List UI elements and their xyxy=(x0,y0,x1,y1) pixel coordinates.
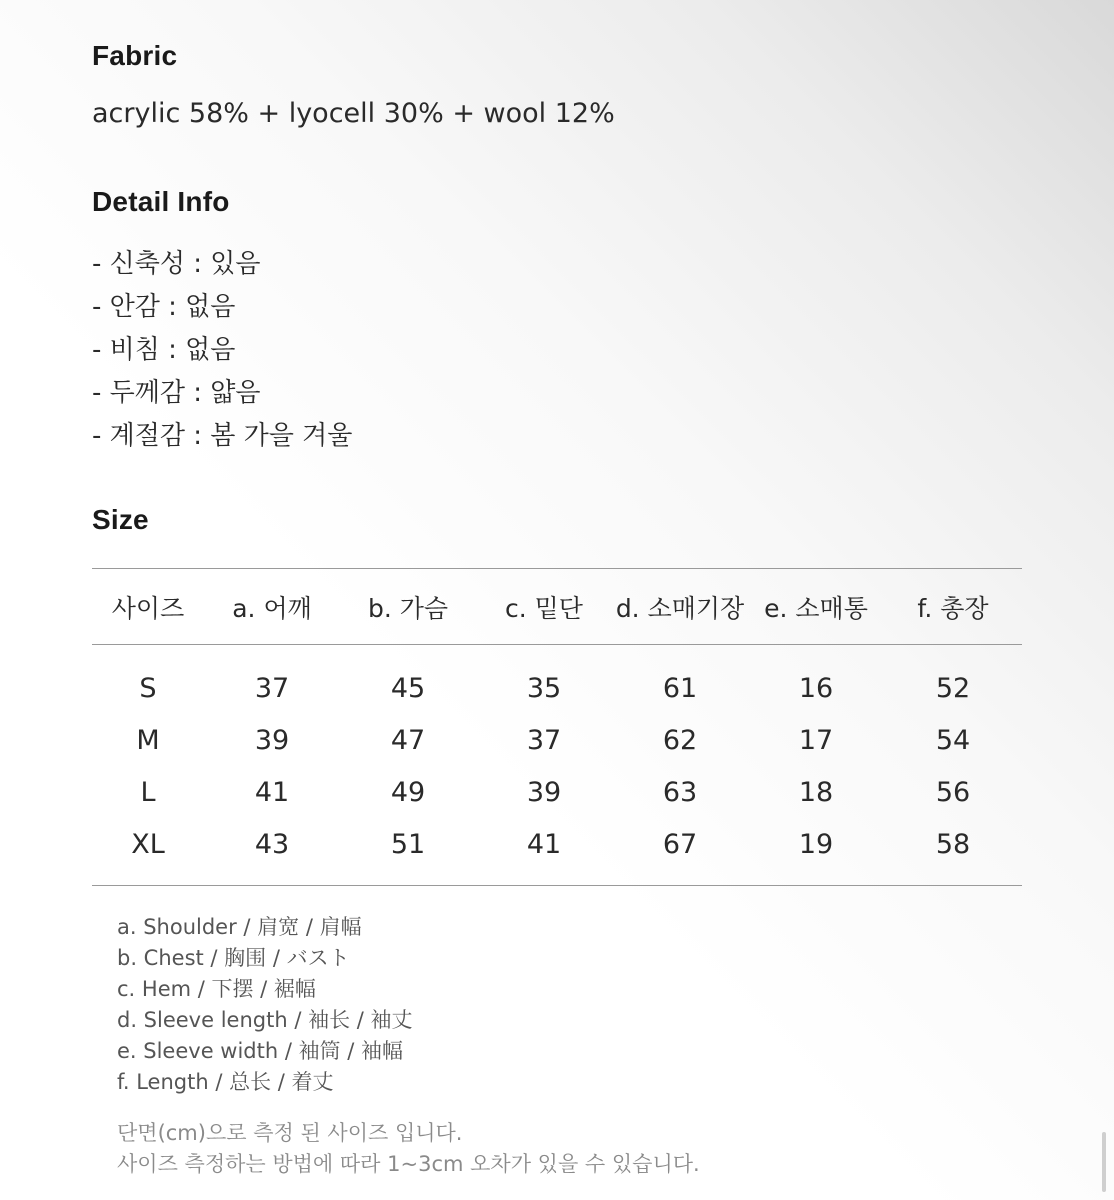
detail-item-lining: - 안감 : 없음 xyxy=(92,292,236,322)
table-cell: S xyxy=(139,672,157,704)
header-hem: c. 밑단 xyxy=(505,593,583,623)
table-cell: 43 xyxy=(254,828,290,860)
table-row xyxy=(92,714,1022,766)
table-row xyxy=(92,766,1022,818)
fabric-composition: acrylic 58% + lyocell 30% + wool 12% xyxy=(92,98,615,129)
table-cell: 56 xyxy=(935,776,971,808)
detail-item-season: - 계절감 : 봄 가을 겨울 xyxy=(92,421,353,451)
table-cell: 16 xyxy=(798,672,834,704)
size-table-header-row xyxy=(92,569,1022,644)
legend-item-chest: b. Chest / 胸围 / バスト xyxy=(117,946,350,970)
header-length: f. 총장 xyxy=(917,593,989,623)
table-cell: 41 xyxy=(254,776,290,808)
detail-item-thickness: - 두께감 : 얇음 xyxy=(92,378,261,408)
detail-item-sheerness: - 비침 : 없음 xyxy=(92,335,236,365)
table-cell: 58 xyxy=(935,828,971,860)
table-cell: 41 xyxy=(526,828,562,860)
size-table xyxy=(92,569,1022,870)
fabric-heading: Fabric xyxy=(92,40,178,71)
detail-item-stretch: - 신축성 : 있음 xyxy=(92,249,261,279)
note-measurement-method: 단면(cm)으로 측정 된 사이즈 입니다. xyxy=(117,1121,463,1145)
table-cell: 37 xyxy=(254,672,290,704)
detail-info-list xyxy=(92,243,352,458)
legend-item-length: f. Length / 总长 / 着丈 xyxy=(117,1070,334,1094)
table-row xyxy=(92,644,1022,714)
table-cell: 39 xyxy=(526,776,562,808)
table-cell: 37 xyxy=(526,724,562,756)
table-cell: 51 xyxy=(390,828,426,860)
table-cell: 45 xyxy=(390,672,426,704)
measurement-legend xyxy=(117,912,413,1098)
table-cell: 54 xyxy=(935,724,971,756)
table-cell: L xyxy=(140,776,156,808)
table-cell: 62 xyxy=(662,724,698,756)
header-size: 사이즈 xyxy=(111,593,185,623)
legend-item-shoulder: a. Shoulder / 肩宽 / 肩幅 xyxy=(117,915,362,939)
detail-info-heading: Detail Info xyxy=(92,186,230,217)
table-cell: 49 xyxy=(390,776,426,808)
header-shoulder: a. 어깨 xyxy=(232,593,312,623)
header-chest: b. 가슴 xyxy=(367,593,449,623)
scrollbar-thumb[interactable] xyxy=(1102,1132,1106,1192)
table-cell: M xyxy=(136,724,160,756)
table-cell: 63 xyxy=(662,776,698,808)
table-cell: 39 xyxy=(254,724,290,756)
table-bottom-divider xyxy=(92,885,1022,886)
header-sleeve-length: d. 소매기장 xyxy=(615,593,745,623)
table-cell: 61 xyxy=(662,672,698,704)
table-row xyxy=(92,818,1022,870)
header-sleeve-width: e. 소매통 xyxy=(764,593,868,623)
size-heading: Size xyxy=(92,504,149,535)
table-cell: XL xyxy=(131,828,165,860)
table-cell: 47 xyxy=(390,724,426,756)
table-cell: 35 xyxy=(526,672,562,704)
table-cell: 67 xyxy=(662,828,698,860)
legend-item-sleeve-width: e. Sleeve width / 袖筒 / 袖幅 xyxy=(117,1039,404,1063)
measurement-notes xyxy=(117,1118,700,1180)
table-cell: 17 xyxy=(798,724,834,756)
legend-item-hem: c. Hem / 下摆 / 裾幅 xyxy=(117,977,316,1001)
table-cell: 18 xyxy=(798,776,834,808)
note-tolerance: 사이즈 측정하는 방법에 따라 1~3cm 오차가 있을 수 있습니다. xyxy=(117,1152,700,1176)
table-cell: 19 xyxy=(798,828,834,860)
legend-item-sleeve-length: d. Sleeve length / 袖长 / 袖丈 xyxy=(117,1008,413,1032)
table-cell: 52 xyxy=(935,672,971,704)
